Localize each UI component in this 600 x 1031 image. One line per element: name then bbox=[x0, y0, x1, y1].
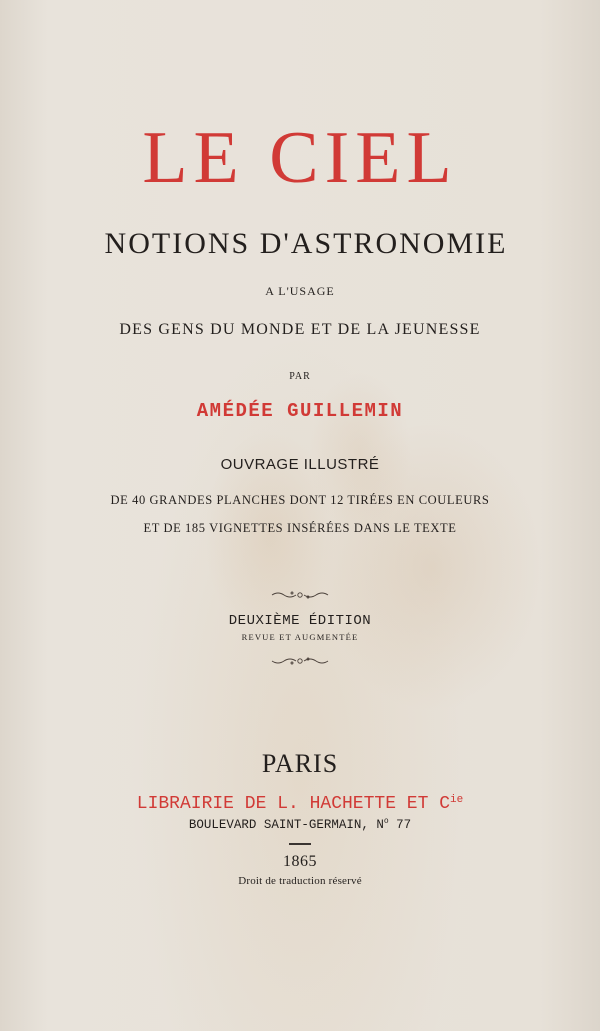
publisher-suffix: ie bbox=[450, 794, 464, 806]
usage-line: A L'USAGE bbox=[265, 284, 335, 298]
publisher-main: LIBRAIRIE DE L. HACHETTE ET C bbox=[136, 794, 451, 814]
edition-note: REVUE ET AUGMENTÉE bbox=[241, 632, 359, 642]
author-name: AMÉDÉE GUILLEMIN bbox=[196, 400, 404, 422]
book-title: LE CIEL bbox=[142, 117, 458, 199]
ornament-top-icon bbox=[270, 589, 330, 601]
publication-year: 1865 bbox=[283, 853, 317, 870]
rights-notice: Droit de traduction réservé bbox=[238, 875, 362, 887]
separator-dash bbox=[289, 843, 311, 845]
by-label: PAR bbox=[289, 371, 311, 382]
plates-line: DE 40 GRANDES PLANCHES DONT 12 TIRÉES EN COULEURS bbox=[110, 493, 490, 507]
audience-line: DES GENS DU MONDE ET DE LA JEUNESSE bbox=[119, 321, 481, 338]
publisher-address bbox=[0, 813, 600, 834]
vignettes-line: ET DE 185 VIGNETTES INSÉRÉES DANS LE TEXTE bbox=[143, 521, 457, 535]
ornament-bottom-icon bbox=[270, 655, 330, 667]
illustrated-label: OUVRAGE ILLUSTRÉ bbox=[220, 456, 380, 473]
book-subtitle: NOTIONS D'ASTRONOMIE bbox=[104, 227, 508, 260]
publication-city: PARIS bbox=[261, 749, 339, 778]
address-street: BOULEVARD SAINT-GERMAIN, N bbox=[188, 818, 384, 832]
address-number-mark: o bbox=[383, 817, 389, 826]
address-number: 77 bbox=[388, 818, 412, 832]
edition-label: DEUXIÈME ÉDITION bbox=[228, 613, 372, 629]
publisher-name bbox=[0, 788, 600, 816]
